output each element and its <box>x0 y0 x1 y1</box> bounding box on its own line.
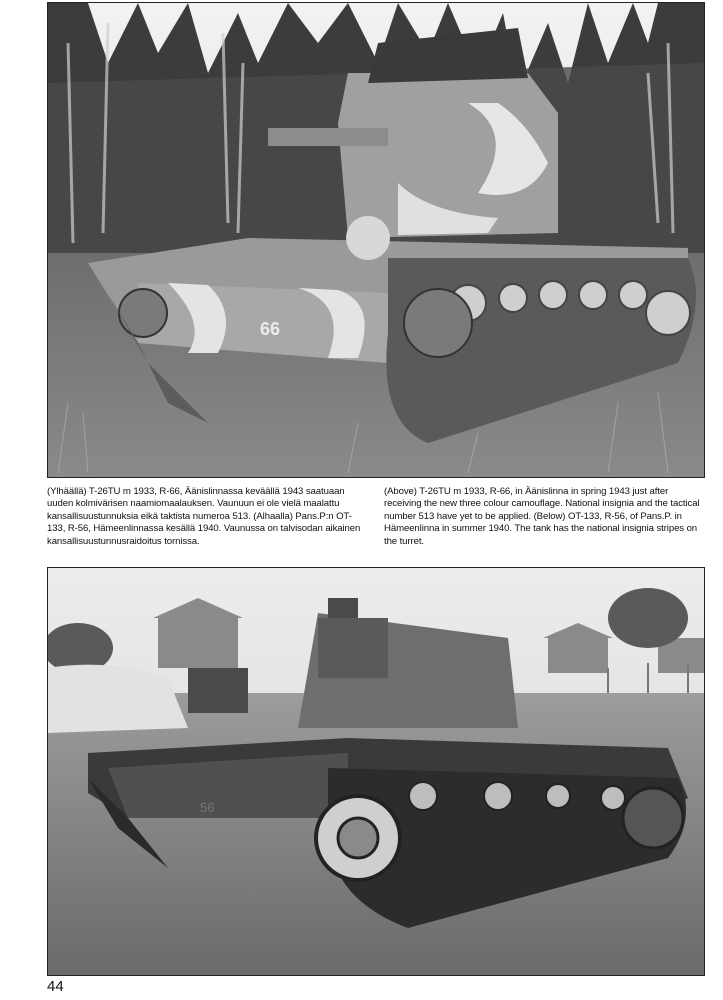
caption-finnish: (Ylhäällä) T-26TU m 1933, R-66, Äänislinnassa keväällä 1943 saatuaan uuden kolmivärisen naamiomaalauksen. Vaunuun ei ole vielä maalattu kansallisuustunnuksia eikä taktista numeroa 513. (Alhaalla) Pans.P:n OT-133, R-56, Hämeenlinnassa kesällä 1940. Vaunussa on talvisodan aikainen kansallisuustunnusraidoitus tornissa. <box>47 486 361 547</box>
tank-marking-66: 66 <box>260 319 281 339</box>
tank-marking-56: 56 <box>200 800 215 815</box>
tank-photo-town <box>48 568 704 975</box>
page-number: 44 <box>47 978 64 995</box>
caption-english: (Above) T-26TU m 1933, R-66, in Äänislinna in spring 1943 just after receiving the new three colour camouflage. National insignia and the tactical number 513 have yet to be applied. (Below) OT-133, R-56, of Pans.P. in Hämeenlinna in summer 1940. The tank has the national insignia stripes on the turret. <box>384 486 700 547</box>
photo-bottom-tank <box>47 567 705 976</box>
tank-photo-camouflage <box>48 3 704 477</box>
photo-top-tank <box>47 2 705 478</box>
